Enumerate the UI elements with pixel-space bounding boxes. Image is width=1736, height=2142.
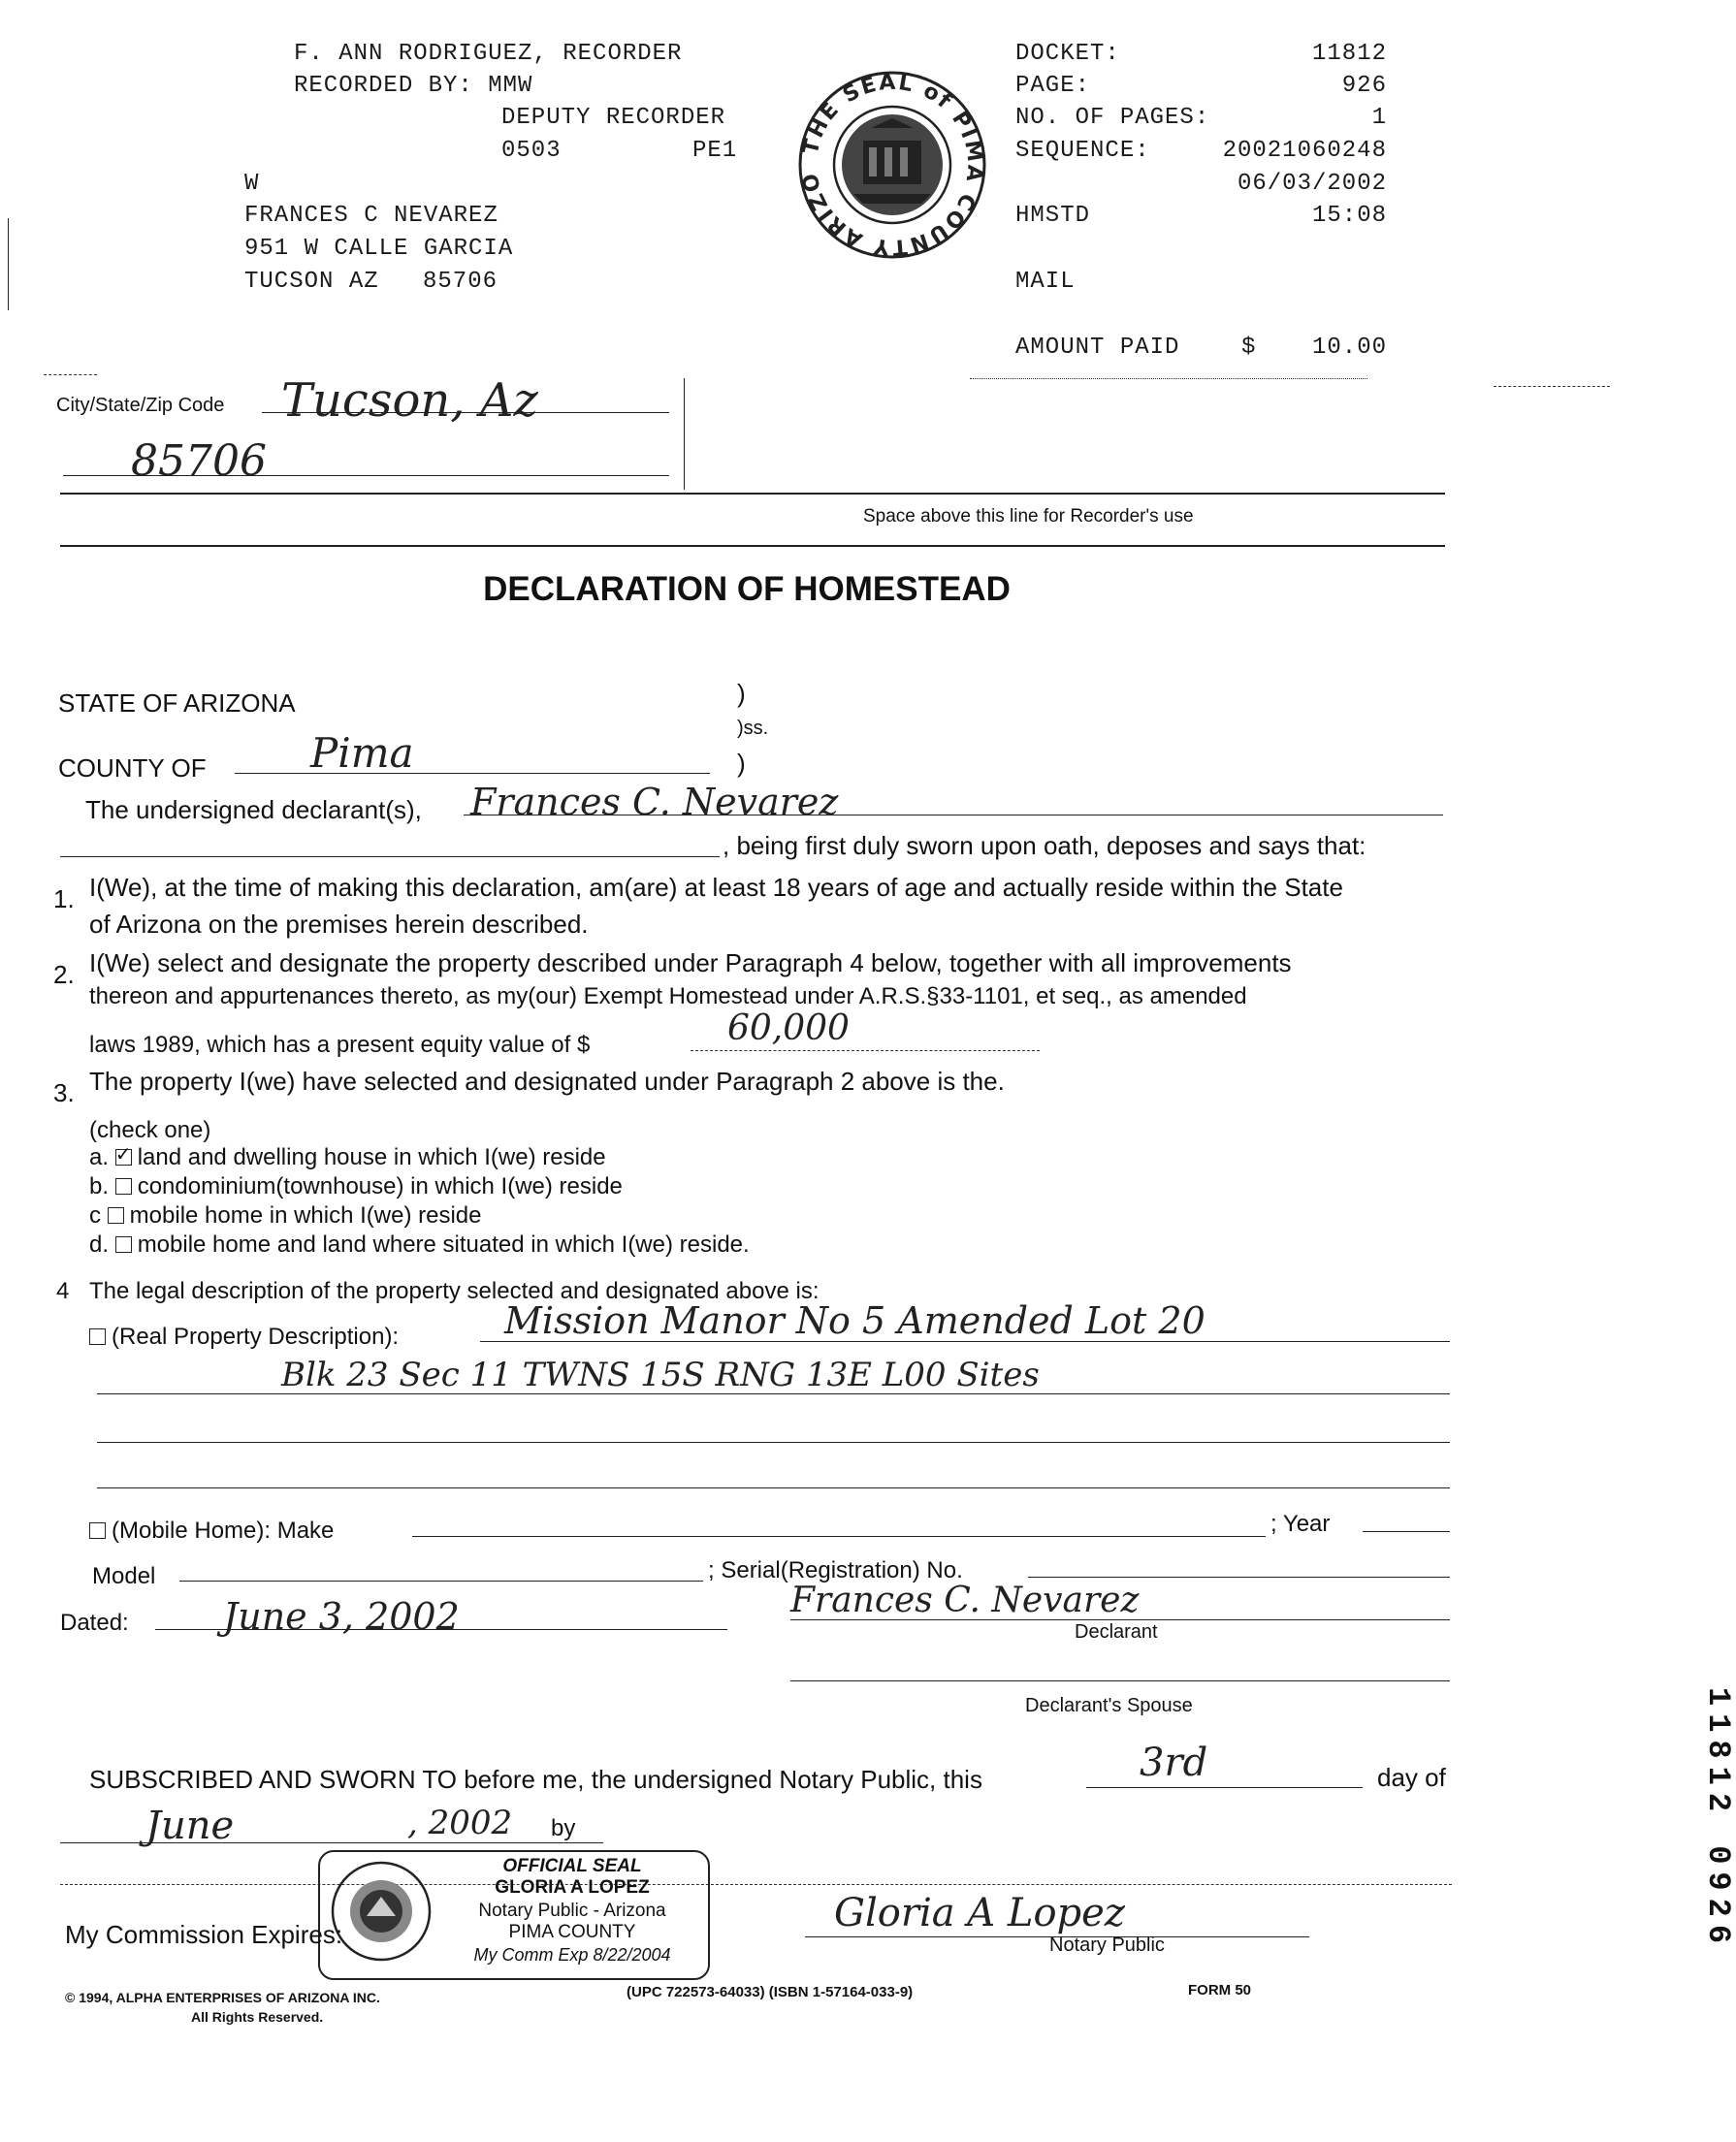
sequence-value: 20021060248 [1222, 138, 1387, 164]
p2-number: 2. [53, 960, 75, 989]
option-c[interactable] [89, 1202, 481, 1230]
sequence-label: SEQUENCE: [1015, 138, 1150, 164]
option-b-letter: b. [89, 1173, 110, 1199]
option-a-letter: a. [89, 1144, 110, 1170]
option-d-letter: d. [89, 1231, 110, 1258]
deputy-recorder: DEPUTY RECORDER [501, 105, 726, 131]
declarant-signature-line [790, 1619, 1450, 1620]
model-label: Model [92, 1563, 156, 1589]
serial-line [1028, 1577, 1450, 1578]
commission-label: My Commission Expires: [65, 1920, 343, 1949]
notary-seal-name: GLORIA A LOPEZ [495, 1877, 650, 1898]
zip-line [63, 475, 669, 476]
recorder-name: F. ANN RODRIGUEZ, RECORDER [294, 41, 683, 67]
make-line [412, 1536, 1266, 1537]
box-divider [684, 378, 685, 490]
addressee-street: 951 W CALLE GARCIA [244, 236, 514, 262]
amount-value: 10.00 [1311, 335, 1387, 361]
copyright-line-1: © 1994, ALPHA ENTERPRISES OF ARIZONA INC. [65, 1990, 380, 2005]
page-title: DECLARATION OF HOMESTEAD [483, 570, 1011, 608]
docket-value: 11812 [1311, 41, 1387, 67]
county-line [235, 773, 710, 774]
option-b[interactable] [89, 1173, 623, 1200]
notary-seal-exp: My Comm Exp 8/22/2004 [473, 1945, 671, 1965]
by-label: by [551, 1815, 576, 1841]
option-c-letter: c [89, 1202, 101, 1229]
declarant-label-sig: Declarant [1075, 1621, 1158, 1643]
record-date: 06/03/2002 [1237, 171, 1387, 197]
notary-seal-county: PIMA COUNTY [508, 1922, 636, 1942]
real-property-label: (Real Property Description): [112, 1324, 400, 1350]
day-of-label: day of [1377, 1763, 1446, 1792]
notary-label: Notary Public [1049, 1934, 1165, 1956]
w-marker: W [244, 171, 260, 197]
model-line [179, 1581, 703, 1582]
recorded-by: RECORDED BY: MMW [294, 73, 533, 99]
county-label: COUNTY OF [58, 753, 207, 783]
real-property-handwritten-2: Blk 23 Sec 11 TWNS 15S RNG 13E L00 Sites [281, 1356, 1040, 1394]
venue-paren-2: ) [737, 749, 746, 778]
declarant-line-2 [60, 856, 720, 857]
equity-value-handwritten: 60,000 [727, 1008, 850, 1048]
page-value: 926 [1341, 73, 1387, 99]
addressee-zip: 85706 [423, 269, 498, 295]
city-state-zip-label: City/State/Zip Code [56, 395, 225, 416]
by-line [60, 1884, 1452, 1885]
p1-line-2: of Arizona on the premises herein described. [89, 910, 589, 939]
real-property-line-1 [480, 1341, 1450, 1342]
real-property-handwritten-1: Mission Manor No 5 Amended Lot 20 [504, 1299, 1206, 1342]
sworn-text: , being first duly sworn upon oath, deposes and says that: [723, 831, 1366, 860]
state-label: STATE OF ARIZONA [58, 688, 296, 718]
venue-paren-1: ) [737, 679, 746, 708]
serial-label: ; Serial(Registration) No. [708, 1557, 963, 1583]
record-time: 15:08 [1311, 203, 1387, 229]
side-stamp-number: 11812 0926 [1700, 1687, 1736, 1952]
real-property-line-3 [97, 1442, 1450, 1443]
dated-label: Dated: [60, 1610, 129, 1636]
venue-ss: )ss. [737, 718, 769, 739]
scan-mark [44, 374, 97, 375]
declarant-label: The undersigned declarant(s), [85, 795, 422, 824]
notary-seal-icon [328, 1858, 434, 1965]
amount-currency: $ [1241, 335, 1257, 361]
notary-stamp [318, 1850, 710, 1980]
notary-seal-title: OFFICIAL SEAL [502, 1856, 642, 1876]
option-b-checkbox[interactable] [115, 1178, 132, 1195]
notary-signature: Gloria A Lopez [834, 1891, 1125, 1935]
dated-value-handwritten: June 3, 2002 [223, 1595, 460, 1638]
p2-line-2: thereon and appurtenances thereto, as my(our) Exempt Homestead under A.R.S.§33-1101, et seq., as amended [89, 983, 1247, 1009]
copyright-line-2: All Rights Reserved. [191, 2009, 324, 2025]
dated-line [155, 1629, 727, 1630]
scan-mark-2 [970, 378, 1367, 379]
p1-number: 1. [53, 884, 75, 913]
addressee-name: FRANCES C NEVAREZ [244, 203, 498, 229]
amount-label: AMOUNT PAID [1015, 335, 1180, 361]
notary-seal-role: Notary Public - Arizona [478, 1901, 666, 1921]
option-c-checkbox[interactable] [108, 1207, 124, 1224]
option-d-label: mobile home and land where situated in which I(we) reside. [137, 1231, 750, 1258]
real-property-line-2 [97, 1393, 1450, 1394]
spouse-line [790, 1680, 1450, 1681]
year-handwritten: , 2002 [407, 1804, 513, 1842]
p4-line-1: The legal description of the property selected and designated above is: [89, 1278, 820, 1304]
mobile-home-label: (Mobile Home): Make [112, 1518, 335, 1544]
recorder-use-note: Space above this line for Recorder's use [863, 506, 1194, 527]
recorder-use-line-lower [60, 545, 1445, 547]
spouse-label: Declarant's Spouse [1025, 1695, 1193, 1716]
recorder-code: 0503 [501, 138, 562, 164]
declarant-signature: Frances C. Nevarez [790, 1581, 1140, 1620]
p1-line-1: I(We), at the time of making this declaration, am(are) at least 18 years of age and actually reside within the State [89, 873, 1343, 902]
page-label: PAGE: [1015, 73, 1091, 99]
scan-mark-3 [1494, 386, 1610, 387]
equity-line [691, 1050, 1040, 1051]
month-handwritten: June [145, 1804, 235, 1848]
year-label: ; Year [1270, 1511, 1331, 1537]
option-a[interactable] [89, 1144, 606, 1171]
pima-county-seal [795, 68, 989, 262]
mobile-home-row[interactable] [89, 1518, 334, 1545]
hmstd-label: HMSTD [1015, 203, 1091, 229]
mail-label: MAIL [1015, 269, 1076, 295]
declarant-name-handwritten: Frances C. Nevarez [470, 781, 839, 823]
real-property-row[interactable] [89, 1324, 399, 1351]
seal-icon [795, 68, 989, 262]
side-stamp [1561, 1542, 1736, 1952]
month-line [60, 1842, 603, 1843]
p4-number: 4 [56, 1278, 70, 1304]
seal-ring-text: THE SEAL of PIMA COUNTY ARIZO [797, 70, 987, 260]
option-b-label: condominium(townhouse) in which I(we) reside [137, 1173, 623, 1199]
p3-line-1: The property I(we) have selected and designated under Paragraph 2 above is the. [89, 1067, 1005, 1096]
pages-value: 1 [1371, 105, 1387, 131]
real-property-line-4 [97, 1487, 1450, 1488]
real-property-checkbox[interactable] [89, 1328, 106, 1345]
recorder-use-line-upper [60, 493, 1445, 495]
docket-label: DOCKET: [1015, 41, 1120, 67]
county-value: Pima [310, 729, 414, 777]
option-d-checkbox[interactable] [115, 1236, 132, 1253]
day-value-handwritten: 3rd [1140, 1741, 1208, 1785]
year-line [1363, 1531, 1450, 1532]
check-one-label: (check one) [89, 1117, 211, 1143]
pages-label: NO. OF PAGES: [1015, 105, 1210, 131]
p2-line-1: I(We) select and designate the property described under Paragraph 4 below, together with all improvements [89, 948, 1292, 977]
option-d[interactable] [89, 1231, 750, 1259]
option-a-checkbox[interactable] [115, 1149, 132, 1166]
city-state-handwritten: Tucson, Az [281, 373, 538, 428]
city-state-line [262, 412, 669, 413]
recorder-code-2: PE1 [692, 138, 738, 164]
upc-isbn: (UPC 722573-64033) (ISBN 1-57164-033-9) [627, 1984, 914, 2000]
option-c-label: mobile home in which I(we) reside [129, 1202, 482, 1229]
form-number: FORM 50 [1188, 1982, 1252, 1998]
scan-margin-mark [8, 218, 9, 310]
addressee-city: TUCSON AZ [244, 269, 379, 295]
option-a-label: land and dwelling house in which I(we) reside [137, 1144, 606, 1170]
subscribed-text: SUBSCRIBED AND SWORN TO before me, the undersigned Notary Public, this [89, 1765, 982, 1794]
p3-number: 3. [53, 1078, 75, 1107]
day-line [1086, 1787, 1363, 1788]
zip-handwritten: 85706 [131, 436, 267, 486]
mobile-home-checkbox[interactable] [89, 1522, 106, 1539]
p2-line-3: laws 1989, which has a present equity value of $ [89, 1032, 591, 1058]
